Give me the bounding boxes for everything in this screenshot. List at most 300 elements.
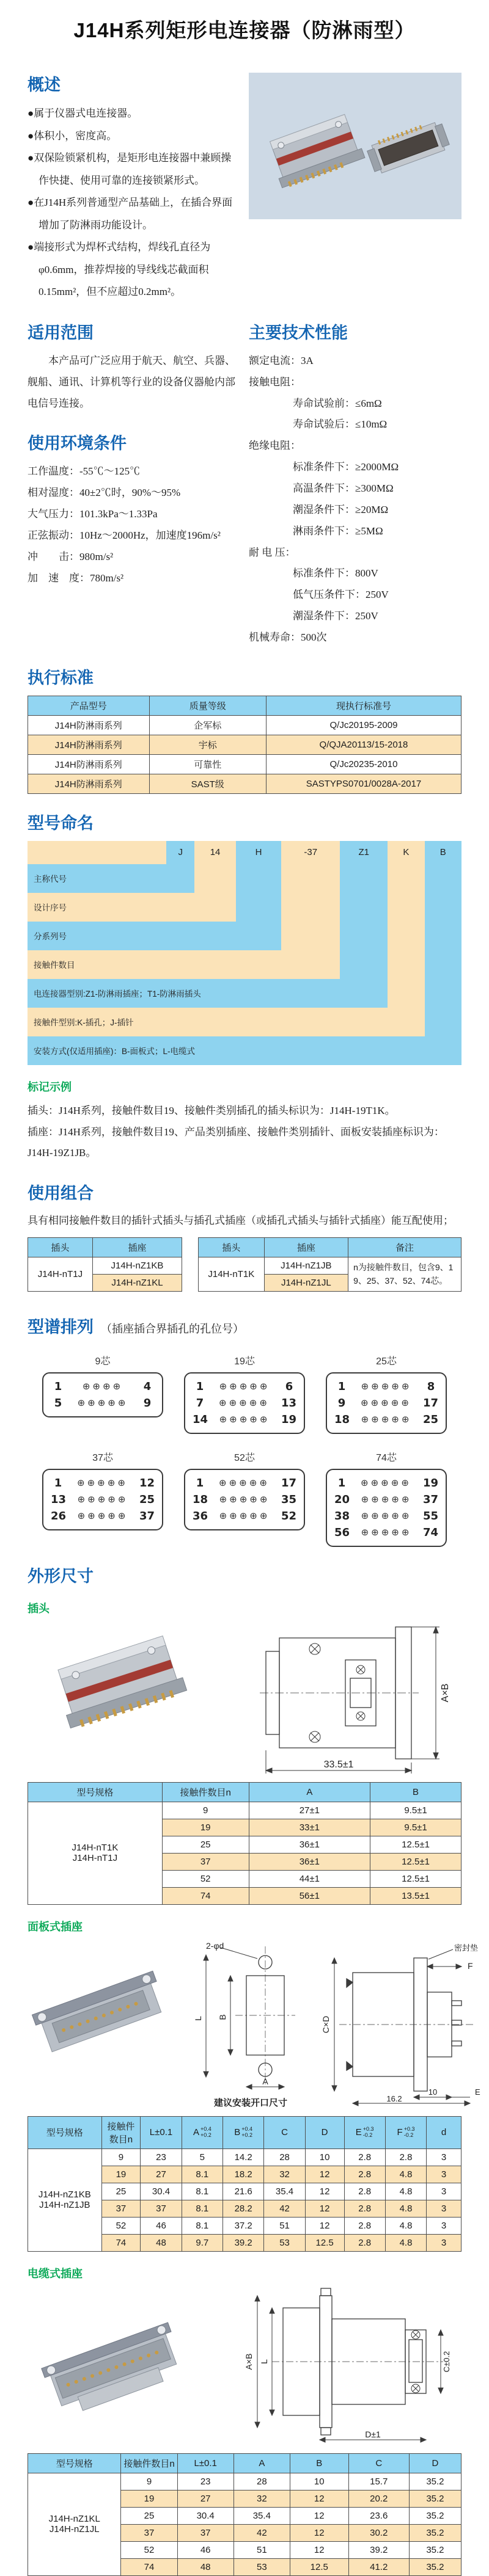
column-header: 现执行标准号 (266, 696, 461, 715)
naming-cell (28, 841, 166, 864)
table-cell: J14H防淋雨系列 (28, 754, 150, 774)
pin-contacts: ⊕⊕⊕⊕⊕ (77, 1493, 128, 1505)
column-header: 接触件数目n (121, 2453, 177, 2473)
panel-F-label: F (468, 1960, 473, 1971)
table-cell: 30.2 (348, 2524, 409, 2541)
table-cell: 9 (162, 1802, 249, 1819)
table-cell: 12 (305, 2217, 344, 2234)
table-cell: 宇标 (149, 735, 266, 754)
table-cell: SASTYPS0701/0028A-2017 (266, 774, 461, 793)
pin-diagram-label: 52芯 (234, 1452, 255, 1463)
pin-start-number: 1 (337, 1380, 346, 1393)
pin-contacts: ⊕⊕⊕⊕⊕ (77, 1510, 128, 1521)
pin-end-number: 17 (281, 1476, 296, 1490)
right-column (249, 304, 461, 649)
section-standards (28, 664, 461, 794)
table-cell: 46 (177, 2541, 233, 2558)
table-row (28, 774, 461, 793)
table-cell: Q/Jc20235-2010 (266, 754, 461, 774)
pin-contacts: ⊕⊕⊕⊕⊕ (77, 1397, 128, 1408)
pin-diagram-label: 37芯 (92, 1452, 113, 1463)
pin-contacts: ⊕⊕⊕⊕⊕ (361, 1413, 412, 1425)
table-cell: 35.2 (409, 2507, 461, 2524)
marking-heading: 标记示例 (28, 1080, 72, 1093)
pin-row (51, 1508, 155, 1524)
table-cell: 52 (101, 2217, 141, 2234)
pin-end-number: 25 (139, 1493, 155, 1506)
panel-E-label: E (475, 2087, 480, 2097)
table-cell: 9 (121, 2473, 177, 2490)
naming-cell (340, 950, 388, 979)
table-cell: 2.8 (344, 2234, 385, 2251)
column-header: 备注 (348, 1237, 461, 1257)
column-header: 插座 (92, 1237, 182, 1257)
list-item: 额定电流：3A (249, 354, 314, 366)
pin-contacts: ⊕⊕⊕⊕⊕ (77, 1477, 128, 1488)
overview-heading: 概述 (28, 76, 61, 94)
table-cell: 14.2 (223, 2148, 264, 2166)
gasket-leader (428, 1949, 453, 1959)
column-header: F +0.3 -0.2 (385, 2116, 426, 2148)
pin-start-number: 36 (193, 1509, 208, 1523)
table-cell: 35.2 (409, 2524, 461, 2541)
panel-hole-label: 2-φd (206, 1940, 224, 1951)
table-cell: J14H防淋雨系列 (28, 735, 150, 754)
table-row (28, 735, 461, 754)
naming-code: K (388, 841, 424, 864)
list-item: 相对湿度：40±2℃时，90%～95% (28, 487, 181, 499)
section-combination (28, 1180, 461, 1291)
list-item: 潮湿条件下：≥20MΩ (293, 503, 389, 515)
pin-start-number: 14 (193, 1413, 208, 1426)
combination-tables (28, 1237, 461, 1292)
column-header: L±0.1 (177, 2453, 233, 2473)
column-header: E +0.3 -0.2 (344, 2116, 385, 2148)
pinout-subtitle: （插座插合界插孔的孔位号） (101, 1322, 244, 1335)
column-header: A (249, 1782, 370, 1802)
table-row (28, 1257, 182, 1274)
pin-end-number: 55 (422, 1509, 438, 1523)
panel-gasket-label: 密封垫 (454, 1943, 479, 1952)
list-item: 寿命试验前：≤6mΩ (293, 397, 382, 409)
table-cell: 8.1 (182, 2183, 222, 2200)
header-row (28, 696, 461, 715)
table-row (28, 715, 461, 735)
plug-heading: 插头 (28, 1602, 50, 1615)
list-item: ●属于仪器式电连接器。 (28, 107, 138, 119)
specs-row (28, 304, 461, 649)
table-cell: 12 (290, 2490, 348, 2507)
table-cell: 41.2 (348, 2558, 409, 2575)
panel-side-drawing (321, 1945, 486, 2105)
pin-end-number: 13 (281, 1396, 296, 1410)
table-cell: 19 (101, 2166, 141, 2183)
table-cell: 4.8 (385, 2234, 426, 2251)
table-cell: 37 (162, 1853, 249, 1870)
header-row (199, 1237, 461, 1257)
naming-row (28, 979, 461, 1008)
pin-diagram (326, 1450, 447, 1547)
pin-contacts: ⊕⊕⊕⊕⊕ (361, 1493, 412, 1505)
panel-shape (32, 1971, 167, 2054)
naming-cell (388, 950, 424, 979)
pin-contacts: ⊕⊕⊕⊕⊕ (219, 1477, 270, 1488)
dim-CD (332, 1958, 337, 2091)
plug-height-label: A×B (440, 1683, 450, 1702)
list-item: 低气压条件下：250V (293, 589, 389, 601)
table-cell: 2.8 (344, 2148, 385, 2166)
pin-start-number: 1 (54, 1476, 62, 1490)
table-cell: 32 (264, 2166, 305, 2183)
pin-diagram-box (42, 1469, 163, 1530)
naming-label: 分系列号 (28, 922, 281, 950)
table-cell: 74 (121, 2558, 177, 2575)
pin-end-number: 17 (422, 1396, 438, 1410)
list-item: 冲 击：980m/s² (28, 550, 114, 562)
cutout-outline (246, 1956, 284, 2076)
table-cell: 74 (101, 2234, 141, 2251)
table-cell: 3 (427, 2200, 461, 2217)
table-cell: 37 (141, 2200, 182, 2217)
table-cell: 20.2 (348, 2490, 409, 2507)
table-cell: 19 (121, 2490, 177, 2507)
pinout-heading: 型谱排列 (28, 1317, 94, 1336)
pin-end-number: 37 (139, 1509, 155, 1523)
table-cell: 33±1 (249, 1819, 370, 1836)
table-cell: 27±1 (249, 1802, 370, 1819)
table-cell: J14H-nZ1JL (264, 1274, 348, 1291)
combination-table-left (28, 1237, 182, 1292)
dim-F (427, 1964, 461, 1969)
table-cell: 3 (427, 2148, 461, 2166)
product-photo-illustration (249, 73, 461, 219)
model-cell: J14H-nZ1KB J14H-nZ1JB (28, 2148, 102, 2251)
table-cell: 25 (121, 2507, 177, 2524)
pin-diagram-label: 25芯 (376, 1356, 397, 1367)
table-cell: 27 (177, 2490, 233, 2507)
pin-row (334, 1395, 438, 1411)
table-cell: 53 (264, 2234, 305, 2251)
table-cell: 39.2 (223, 2234, 264, 2251)
list-item: ●双保险锁紧机构，是矩形电连接器中兼顾操作快捷、使用可靠的连接锁紧形式。 (28, 152, 232, 186)
cable-table (28, 2453, 461, 2576)
pin-start-number: 18 (193, 1493, 208, 1506)
list-item: ●体积小，密度高。 (28, 129, 117, 142)
table-cell: 44±1 (249, 1870, 370, 1887)
pin-start-number: 18 (334, 1413, 350, 1426)
pin-contacts: ⊕⊕⊕⊕⊕ (361, 1526, 412, 1538)
cable-C-label: C±0.2 (442, 2351, 451, 2372)
table-cell: 18.2 (223, 2166, 264, 2183)
section-pinout (28, 1298, 461, 1547)
overview-bullets (28, 103, 240, 304)
table-cell: 42 (233, 2524, 290, 2541)
table-cell: 3 (427, 2166, 461, 2183)
note-cell: n为接触件数目，包含9、19、25、37、52、74芯。 (348, 1257, 461, 1291)
table-cell: J14H-nZ1KB (92, 1257, 182, 1274)
naming-cell (340, 864, 388, 893)
list-item: ●在J14H系列普通型产品基础上，在插合界面增加了防淋雨功能设计。 (28, 197, 233, 231)
pin-start-number: 9 (337, 1396, 346, 1410)
column-header: B (370, 1782, 461, 1802)
section-dimensions (28, 1563, 480, 2576)
table-cell: 35.2 (409, 2490, 461, 2507)
header-row (28, 2453, 461, 2473)
table-cell: 56±1 (249, 1887, 370, 1904)
list-item: 加 速 度：780m/s² (28, 572, 124, 584)
table-cell: 3 (427, 2234, 461, 2251)
pin-diagram-label: 19芯 (234, 1356, 255, 1367)
pin-end-number: 19 (281, 1413, 296, 1426)
naming-row (28, 1008, 461, 1036)
table-cell: 37 (177, 2524, 233, 2541)
pin-end-number: 74 (422, 1526, 438, 1539)
naming-row (28, 922, 461, 950)
panel-cutout-drawing (193, 1940, 309, 2092)
pin-row (334, 1491, 438, 1508)
page-title: J14H系列矩形电连接器（防淋雨型） (73, 19, 416, 42)
pin-row (193, 1395, 296, 1411)
panel-cutout-caption: 建议安装开口尺寸 (213, 2098, 287, 2108)
table-cell: 23.6 (348, 2507, 409, 2524)
pin-start-number: 1 (54, 1380, 62, 1393)
pin-end-number: 25 (422, 1413, 438, 1426)
model-cell: J14H-nT1J (28, 1257, 93, 1291)
pin-row (334, 1378, 438, 1395)
naming-row (28, 864, 461, 893)
list-item: 潮湿条件下：250V (293, 610, 378, 622)
product-photo (249, 73, 461, 219)
naming-cell (281, 864, 340, 893)
pin-row (334, 1411, 438, 1428)
table-cell: 35.2 (409, 2541, 461, 2558)
pin-end-number: 37 (422, 1493, 438, 1506)
table-cell: 4.8 (385, 2166, 426, 2183)
table-cell: 2.8 (385, 2148, 426, 2166)
table-cell: 12 (305, 2183, 344, 2200)
table-cell: 30.4 (177, 2507, 233, 2524)
pin-contacts: ⊕⊕⊕⊕⊕ (361, 1510, 412, 1521)
column-header: L±0.1 (141, 2116, 182, 2148)
list-item: 大气压力：101.3kPa～1.33Pa (28, 508, 158, 520)
table-cell: 10 (305, 2148, 344, 2166)
naming-row (28, 841, 461, 864)
table-cell: 74 (162, 1887, 249, 1904)
pin-contacts: ⊕⊕⊕⊕⊕ (361, 1380, 412, 1392)
column-header: 插头 (28, 1237, 93, 1257)
table-cell: 9 (101, 2148, 141, 2166)
pin-diagram (42, 1450, 163, 1547)
column-header: 型号规格 (28, 2116, 102, 2148)
pin-start-number: 20 (334, 1493, 350, 1506)
table-cell: 3 (427, 2183, 461, 2200)
table-cell: 46 (141, 2217, 182, 2234)
panel-B-label: B (218, 2014, 227, 2020)
naming-heading: 型号命名 (28, 813, 94, 832)
column-header: B (290, 2453, 348, 2473)
cable-L-label: L (259, 2359, 269, 2364)
pin-diagram-label: 9芯 (95, 1356, 111, 1367)
table-cell: 28 (233, 2473, 290, 2490)
naming-cell (425, 893, 461, 922)
model-cell: J14H-nT1K (199, 1257, 264, 1291)
pin-diagram-label: 74芯 (376, 1452, 397, 1463)
pin-end-number: 35 (281, 1493, 296, 1506)
pin-row (334, 1524, 438, 1541)
table-cell: 12 (290, 2507, 348, 2524)
cable-D-label: D±1 (365, 2429, 381, 2439)
naming-code: Z1 (340, 841, 388, 864)
pin-row (334, 1508, 438, 1524)
table-cell: 4.8 (385, 2217, 426, 2234)
panel-CD-label: C×D (321, 2015, 331, 2033)
table-cell: 48 (141, 2234, 182, 2251)
page (0, 15, 489, 2572)
pin-row (193, 1508, 296, 1524)
naming-label: 安装方式(仅适用插座)：B-面板式；L-电缆式 (28, 1036, 461, 1065)
naming-code: 14 (194, 841, 235, 864)
hole-leader (221, 1948, 257, 1959)
table-cell: 35.4 (233, 2507, 290, 2524)
pin-start-number: 1 (196, 1380, 204, 1393)
scope-heading: 适用范围 (28, 323, 94, 342)
table-row (28, 754, 461, 774)
data-table (28, 2453, 461, 2576)
list-item: 淋雨条件下：≥5MΩ (293, 525, 383, 537)
table-cell: 12.5 (290, 2558, 348, 2575)
naming-label: 电连接器型别:Z1-防淋雨插座；T1-防淋雨插头 (28, 979, 388, 1008)
table-cell: 23 (177, 2473, 233, 2490)
table-cell: SAST级 (149, 774, 266, 793)
column-header: B +0.4 +0.2 (223, 2116, 264, 2148)
naming-code: J (166, 841, 194, 864)
column-header: D (305, 2116, 344, 2148)
table-cell: 28.2 (223, 2200, 264, 2217)
data-table (28, 1237, 182, 1292)
table-cell: 2.8 (344, 2200, 385, 2217)
table-cell: 25 (162, 1836, 249, 1853)
table-cell: 5 (182, 2148, 222, 2166)
dim-B (228, 1976, 233, 2055)
column-header: 质量等级 (149, 696, 266, 715)
list-item: 绝缘电阻： (249, 440, 301, 452)
table-cell: 21.6 (223, 2183, 264, 2200)
list-item: 高温条件下：≥300MΩ (293, 482, 394, 494)
list-item: 插头：J14H系列，接触件数目19、接触件类别插孔的插头标识为：J14H-19T1K。 (28, 1104, 395, 1116)
table-cell: 12 (290, 2541, 348, 2558)
panel-render-illustration (28, 1942, 180, 2107)
table-cell: 37.2 (223, 2217, 264, 2234)
column-header: 插座 (264, 1237, 348, 1257)
column-header: d (427, 2116, 461, 2148)
naming-cell (388, 864, 424, 893)
list-item: 插座：J14H系列，接触件数目19、产品类别插座、接触件类别插针、面板安装插座标识为：J14H-19Z1JB。 (28, 1126, 444, 1159)
naming-cell (236, 893, 282, 922)
table-cell: 19 (162, 1819, 249, 1836)
table-cell: 52 (121, 2541, 177, 2558)
pin-contacts: ⊕⊕⊕⊕ (82, 1380, 123, 1392)
cable-AB-label: A×B (244, 2353, 254, 2370)
pin-contacts: ⊕⊕⊕⊕⊕ (219, 1510, 270, 1521)
pin-start-number: 26 (51, 1509, 67, 1523)
table-cell: 51 (233, 2541, 290, 2558)
naming-label: 设计序号 (28, 893, 236, 922)
pin-start-number: 56 (334, 1526, 350, 1539)
dim-L (204, 1955, 208, 2077)
environment-heading: 使用环境条件 (28, 434, 127, 453)
table-cell: 9.5±1 (370, 1802, 461, 1819)
data-table (198, 1237, 461, 1292)
pin-start-number: 1 (337, 1476, 346, 1490)
plug-drawings (28, 1622, 461, 1775)
overview-row (28, 56, 461, 304)
table-row (28, 2148, 461, 2166)
pin-diagram (184, 1450, 305, 1547)
pin-contacts: ⊕⊕⊕⊕⊕ (361, 1477, 411, 1488)
cable-drawings (28, 2287, 461, 2446)
table-cell: 53 (233, 2558, 290, 2575)
table-cell: 4.8 (385, 2183, 426, 2200)
pin-start-number: 13 (51, 1493, 67, 1506)
list-item: 标准条件下：≥2000MΩ (293, 461, 399, 473)
pin-diagram (184, 1353, 305, 1434)
naming-cell (425, 950, 461, 979)
table-cell: 8.1 (182, 2217, 222, 2234)
column-header: 产品型号 (28, 696, 150, 715)
panel-A-label: A (262, 2076, 268, 2086)
header-row (28, 1782, 461, 1802)
pin-row (193, 1491, 296, 1508)
section-naming (28, 810, 461, 1165)
table-cell: 9.5±1 (370, 1819, 461, 1836)
table-cell: 12.5±1 (370, 1853, 461, 1870)
pin-start-number: 1 (196, 1476, 204, 1490)
plug-render-illustration (28, 1622, 229, 1775)
naming-cell (340, 922, 388, 950)
performance-heading: 主要技术性能 (249, 323, 348, 342)
list-item: 标准条件下：800V (293, 567, 378, 580)
pin-contacts: ⊕⊕⊕⊕⊕ (361, 1397, 411, 1408)
naming-cell (281, 893, 340, 922)
table-cell: 12.5±1 (370, 1870, 461, 1887)
table-cell: Q/Jc20195-2009 (266, 715, 461, 735)
table-cell: 42 (264, 2200, 305, 2217)
pin-row (193, 1378, 296, 1395)
column-header: 型号规格 (28, 1782, 163, 1802)
pin-diagram-box (184, 1372, 305, 1434)
data-table (28, 696, 461, 794)
list-item: 接触电阻： (249, 376, 301, 388)
plug-width-label: 33.5±1 (323, 1759, 354, 1770)
table-cell: 36±1 (249, 1853, 370, 1870)
section-environment (28, 430, 240, 589)
table-cell: 15.7 (348, 2473, 409, 2490)
column-header: A (233, 2453, 290, 2473)
plug-shape (52, 1634, 187, 1730)
connector-left-shape (266, 113, 366, 189)
section-performance (249, 319, 461, 649)
panel-heading: 面板式插座 (28, 1920, 83, 1933)
list-item: 机械寿命：500次 (249, 631, 327, 643)
naming-cell (425, 864, 461, 893)
dim-162 (353, 2101, 470, 2106)
table-cell: J14H-nZ1KL (92, 1274, 182, 1291)
table-cell: 35.4 (264, 2183, 305, 2200)
table-cell: 8.1 (182, 2200, 222, 2217)
column-header: 接触件数目n (162, 1782, 249, 1802)
data-table (28, 1782, 461, 1905)
table-cell: 可靠性 (149, 754, 266, 774)
